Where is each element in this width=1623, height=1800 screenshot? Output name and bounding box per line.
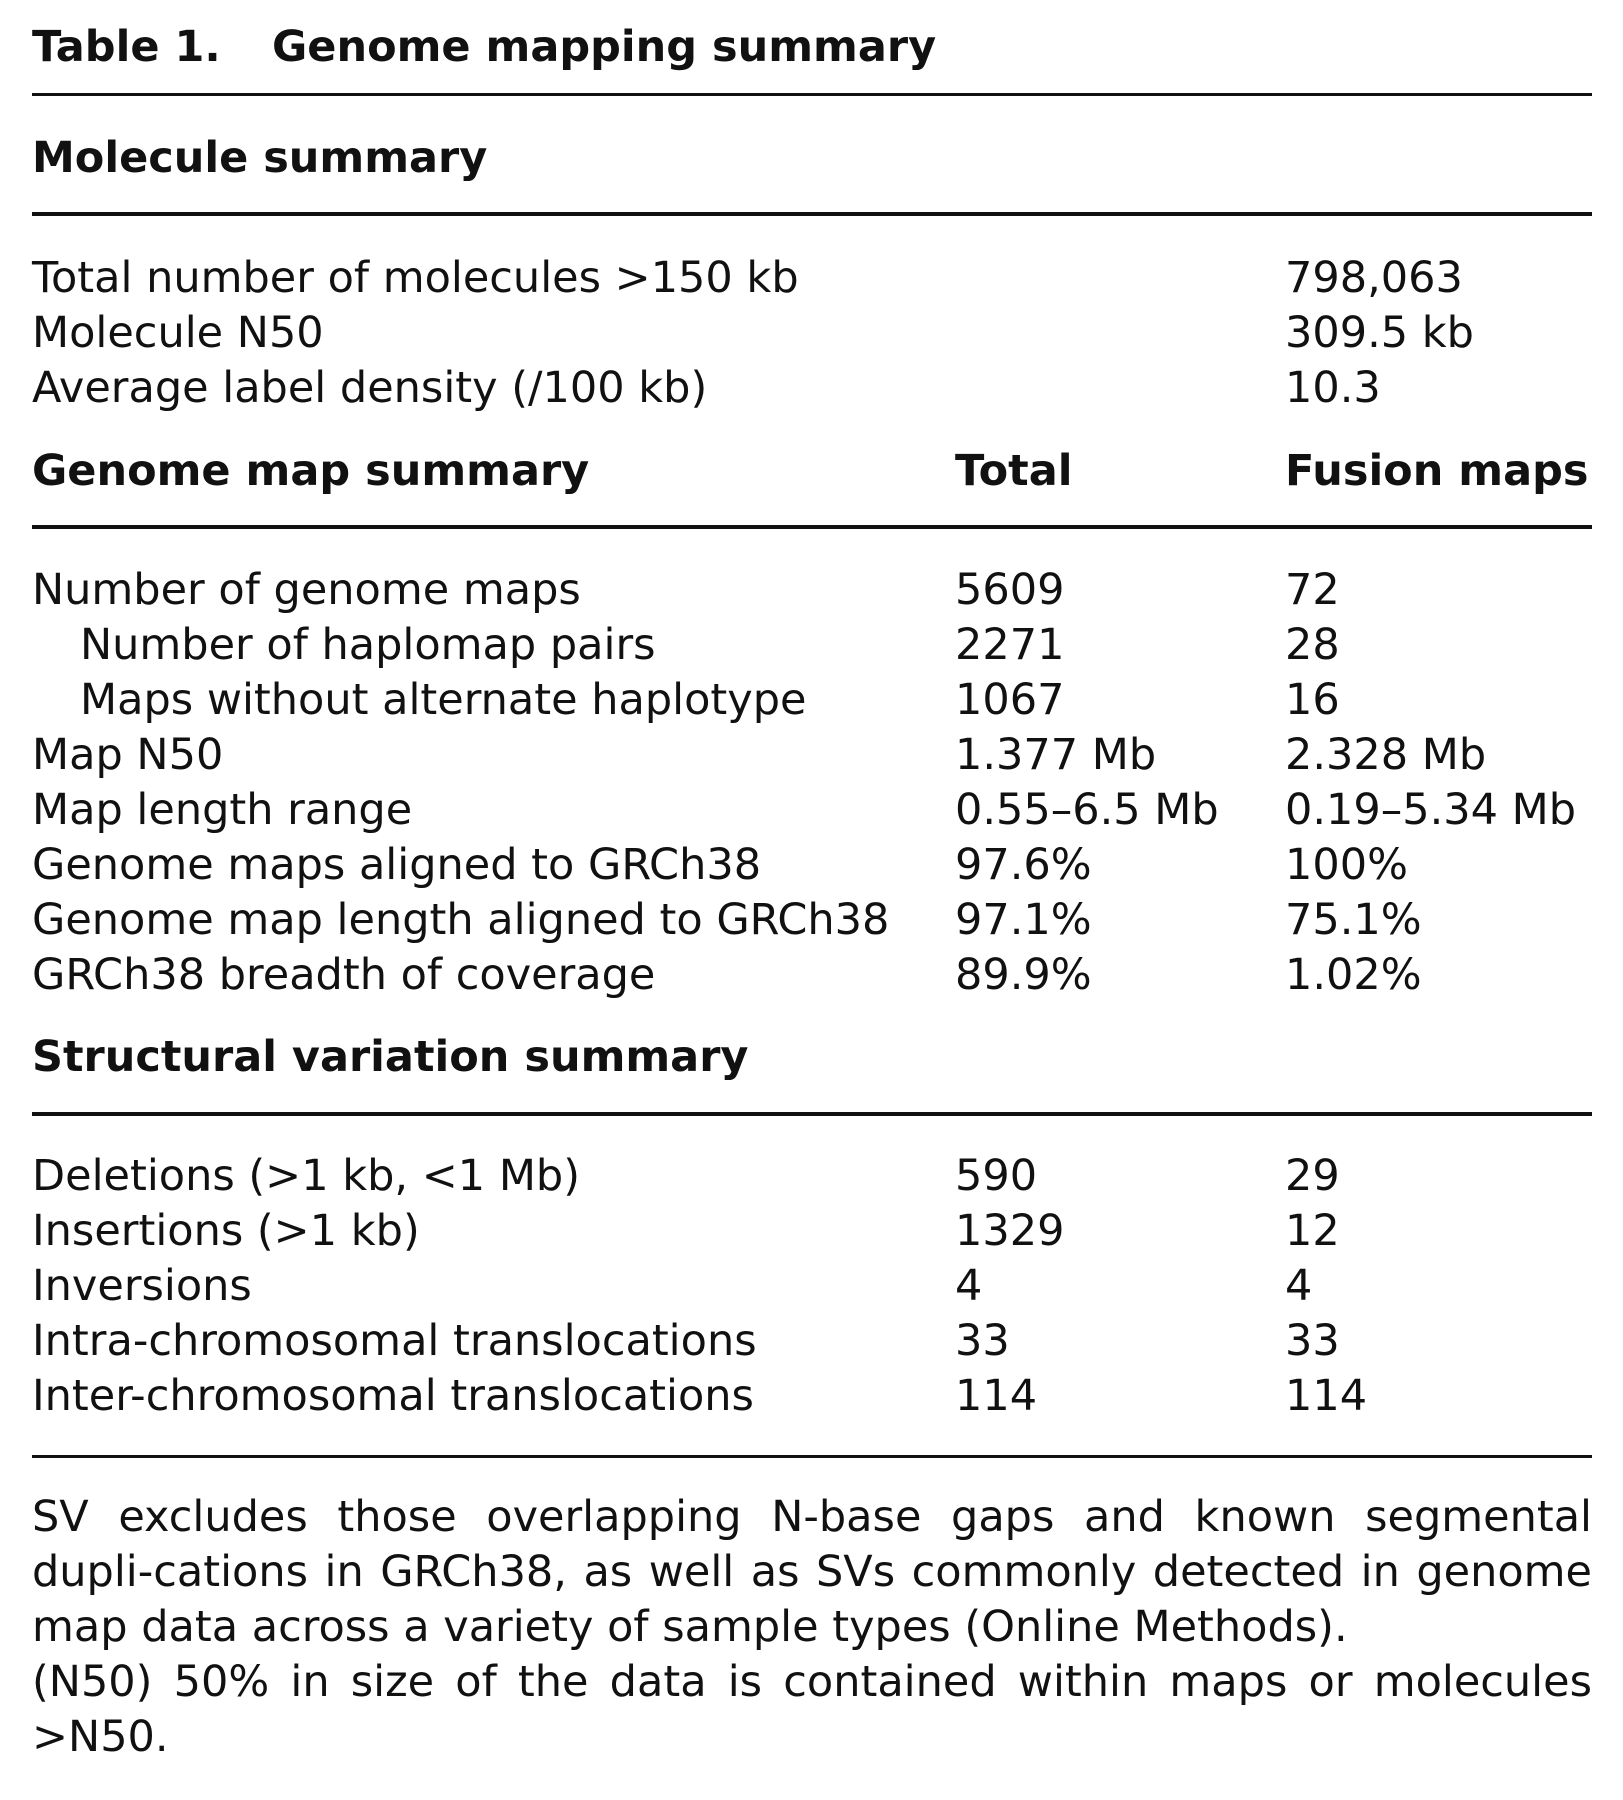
table-row bbox=[32, 1258, 1592, 1314]
row-label: Inter-chromosomal translocations bbox=[32, 1371, 754, 1421]
row-total: 97.6% bbox=[955, 840, 1092, 890]
row-total: 2271 bbox=[955, 620, 1065, 670]
row-fusion: 28 bbox=[1285, 620, 1340, 670]
row-total: 1329 bbox=[955, 1206, 1065, 1256]
table-row bbox=[32, 672, 1592, 728]
molecule-summary-label: Molecule summary bbox=[32, 133, 488, 183]
row-label: Molecule N50 bbox=[32, 308, 324, 358]
row-fusion: 0.19–5.34 Mb bbox=[1285, 785, 1577, 835]
row-fusion: 16 bbox=[1285, 675, 1340, 725]
row-label: Total number of molecules >150 kb bbox=[32, 253, 799, 303]
row-fusion: 2.328 Mb bbox=[1285, 730, 1487, 780]
sv-summary-rule bbox=[32, 1112, 1592, 1116]
row-fusion: 4 bbox=[1285, 1261, 1313, 1311]
row-label: Insertions (>1 kb) bbox=[32, 1206, 420, 1256]
row-label: Number of genome maps bbox=[32, 565, 581, 615]
column-header-fusion: Fusion maps bbox=[1285, 446, 1589, 496]
table-row bbox=[32, 617, 1592, 673]
molecule-summary-rule bbox=[32, 212, 1592, 216]
row-total: 4 bbox=[955, 1261, 983, 1311]
footnote-sv: SV excludes those overlapping N-base gaps and known segmental dupli-cations in GRCh38, as well as SVs commonly detected in genome map data across a variety of sample types (Online Methods). bbox=[32, 1492, 1592, 1652]
row-label: Number of haplomap pairs bbox=[80, 620, 656, 670]
table-row bbox=[32, 562, 1592, 618]
row-fusion: 100% bbox=[1285, 840, 1408, 890]
row-total: 33 bbox=[955, 1316, 1010, 1366]
row-total: 0.55–6.5 Mb bbox=[955, 785, 1219, 835]
table-row bbox=[32, 727, 1592, 783]
bottom-rule bbox=[32, 1455, 1592, 1458]
row-total: 114 bbox=[955, 1371, 1038, 1421]
table-number: Table 1. bbox=[32, 22, 221, 72]
row-value: 798,063 bbox=[1285, 253, 1463, 303]
row-total: 5609 bbox=[955, 565, 1065, 615]
row-value: 10.3 bbox=[1285, 363, 1381, 413]
table-row bbox=[32, 837, 1592, 893]
row-fusion: 29 bbox=[1285, 1151, 1340, 1201]
row-total: 97.1% bbox=[955, 895, 1092, 945]
table-footnotes bbox=[32, 1490, 1592, 1765]
table-row bbox=[32, 250, 1592, 306]
table-row bbox=[32, 1368, 1592, 1424]
row-total: 1067 bbox=[955, 675, 1065, 725]
row-fusion: 33 bbox=[1285, 1316, 1340, 1366]
table-title-text: Genome mapping summary bbox=[272, 22, 937, 72]
table-row bbox=[32, 1313, 1592, 1369]
row-fusion: 75.1% bbox=[1285, 895, 1422, 945]
row-label: Map N50 bbox=[32, 730, 224, 780]
row-label: Map length range bbox=[32, 785, 413, 835]
sv-summary-label: Structural variation summary bbox=[32, 1032, 749, 1082]
row-label: Genome maps aligned to GRCh38 bbox=[32, 840, 762, 890]
title-rule bbox=[32, 93, 1592, 96]
table-row bbox=[32, 1148, 1592, 1204]
row-total: 1.377 Mb bbox=[955, 730, 1157, 780]
row-label: Average label density (/100 kb) bbox=[32, 363, 708, 413]
row-fusion: 114 bbox=[1285, 1371, 1368, 1421]
row-fusion: 1.02% bbox=[1285, 950, 1422, 1000]
genome-map-summary-label: Genome map summary bbox=[32, 446, 590, 496]
column-header-total: Total bbox=[955, 446, 1073, 496]
table-row bbox=[32, 782, 1592, 838]
row-label: GRCh38 breadth of coverage bbox=[32, 950, 656, 1000]
row-label: Maps without alternate haplotype bbox=[80, 675, 807, 725]
genome-map-summary-rule bbox=[32, 525, 1592, 529]
row-value: 309.5 kb bbox=[1285, 308, 1474, 358]
row-label: Deletions (>1 kb, <1 Mb) bbox=[32, 1151, 580, 1201]
table-title bbox=[32, 22, 936, 72]
row-total: 89.9% bbox=[955, 950, 1092, 1000]
table-row bbox=[32, 1203, 1592, 1259]
footnote-n50: (N50) 50% in size of the data is contained within maps or molecules >N50. bbox=[32, 1657, 1592, 1762]
table-row bbox=[32, 892, 1592, 948]
table-row bbox=[32, 947, 1592, 1003]
table-row bbox=[32, 360, 1592, 416]
row-total: 590 bbox=[955, 1151, 1038, 1201]
row-fusion: 72 bbox=[1285, 565, 1340, 615]
table-row bbox=[32, 305, 1592, 361]
row-fusion: 12 bbox=[1285, 1206, 1340, 1256]
row-label: Intra-chromosomal translocations bbox=[32, 1316, 757, 1366]
row-label: Genome map length aligned to GRCh38 bbox=[32, 895, 890, 945]
row-label: Inversions bbox=[32, 1261, 252, 1311]
